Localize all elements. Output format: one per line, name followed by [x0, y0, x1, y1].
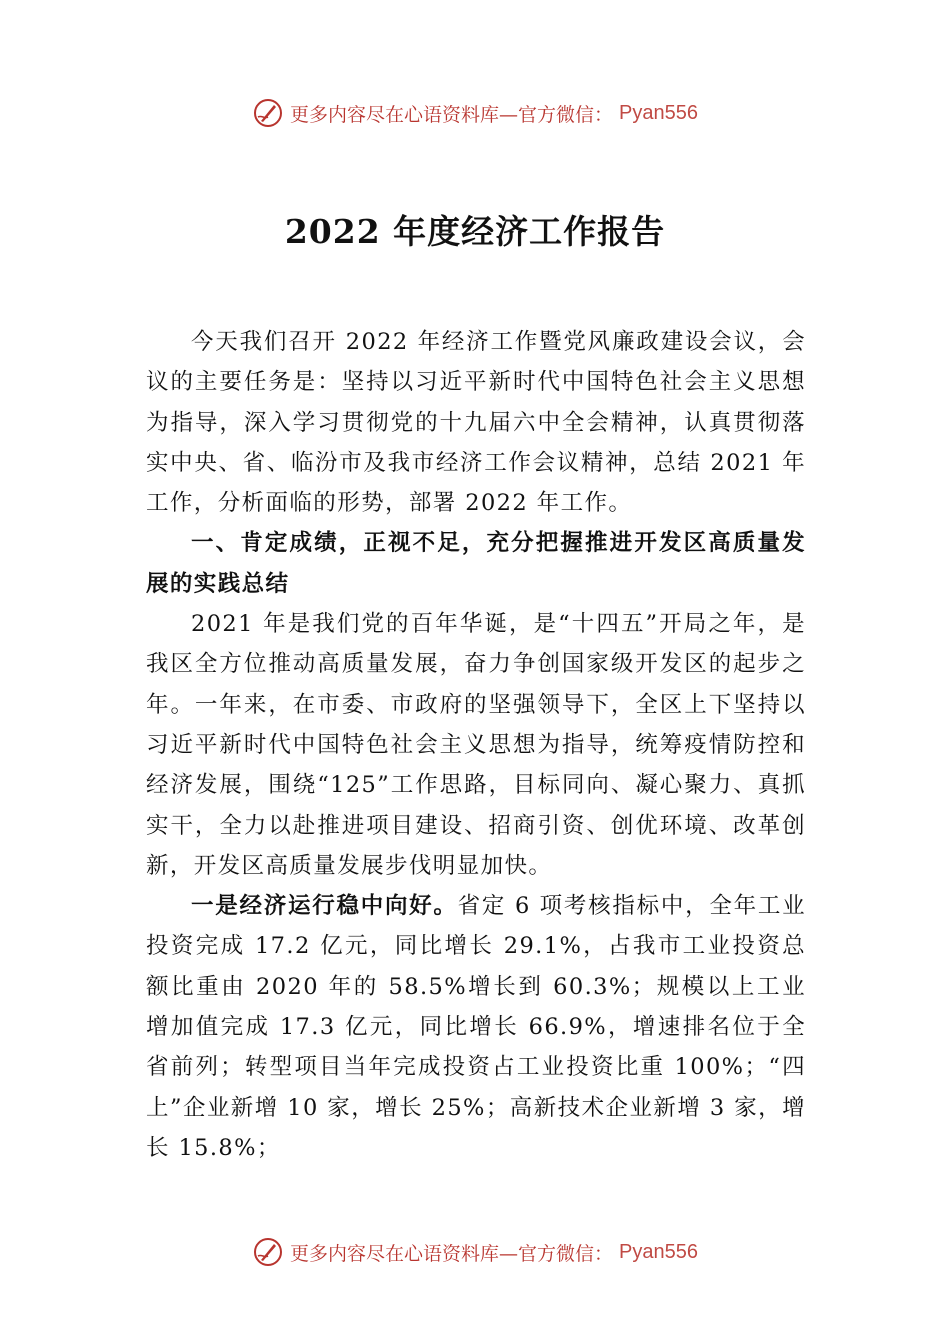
paragraph-economy-text: 省定 6 项考核指标中，全年工业投资完成 17.2 亿元，同比增长 29.1%，占我市工业投资总额比重由 2020 年的 58.5%增长到 60.3%；规模以上工业增加值完成 17.3 亿元，同比增长 66.9%，增速排名位于全省前列；转型项目当年完成投资占工业投资比重 100%；“四上”企业新增 10 家，增长 25%；高新技术企业新增 3 家，增长 15.8%； — [146, 893, 806, 1161]
paragraph-intro: 今天我们召开 2022 年经济工作暨党风廉政建设会议，会议的主要任务是：坚持以习近平新时代中国特色社会主义思想为指导，深入学习贯彻党的十九届六中全会精神，认真贯彻落实中央、省、临汾市及我市经济工作会议精神，总结 2021 年工作，分析面临的形势，部署 2022 年工作。 — [146, 329, 806, 517]
quill-logo-icon — [252, 97, 284, 129]
document-body — [146, 322, 806, 1168]
document-title: 2022 年度经济工作报告 — [284, 212, 666, 251]
section-heading-1: 一、肯定成绩，正视不足，充分把握推进开发区高质量发展的实践总结 — [146, 530, 806, 597]
watermark-header — [0, 97, 950, 129]
watermark-text: 更多内容尽在心语资料库—官方微信： — [290, 1242, 614, 1265]
watermark-footer — [0, 1236, 950, 1268]
paragraph-2021-review: 2021 年是我们党的百年华诞，是“十四五”开局之年，是我区全方位推动高质量发展，奋力争创国家级开发区的起步之年。一年来，在市委、市政府的坚强领导下，全区上下坚持以习近平新时代中国特色社会主义思想为指导，统筹疫情防控和经济发展，围绕“125”工作思路，目标同向、凝心聚力、真抓实干，全力以赴推进项目建设、招商引资、创优环境、改革创新，开发区高质量发展步伐明显加快。 — [146, 611, 806, 879]
watermark-text: 更多内容尽在心语资料库—官方微信： — [290, 103, 614, 126]
watermark-wechat-id: Pyan556 — [619, 101, 698, 124]
paragraph-economy — [146, 886, 806, 1168]
quill-logo-icon — [252, 1236, 284, 1268]
paragraph-lead: 一是经济运行稳中向好。 — [191, 893, 458, 920]
watermark-wechat-id: Pyan556 — [619, 1240, 698, 1263]
